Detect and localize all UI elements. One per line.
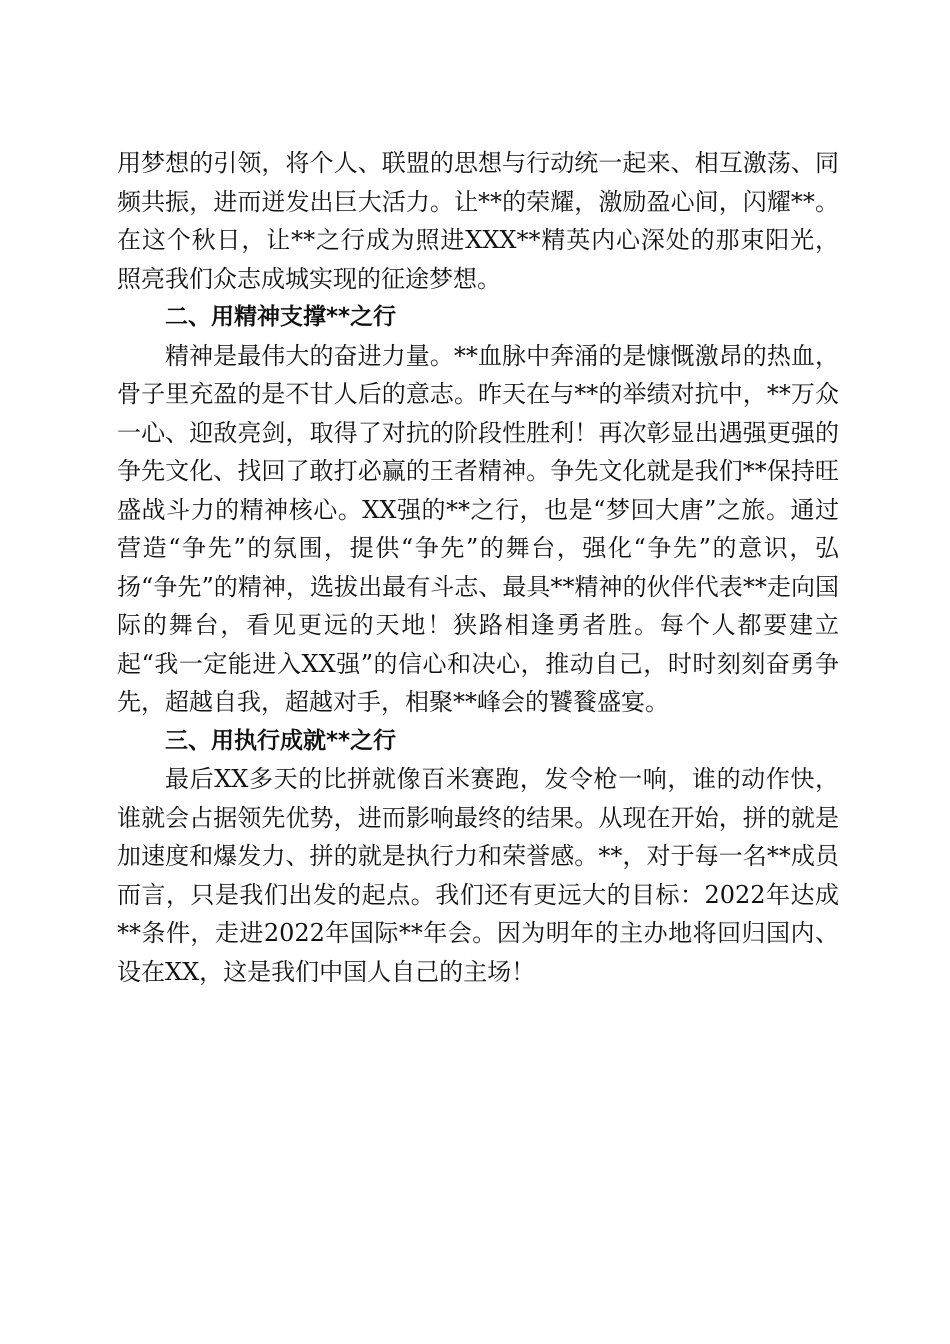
- paragraph-dream: 用梦想的引领，将个人、联盟的思想与行动统一起来、相互激荡、同频共振，进而迸发出巨大活力。让**的荣耀，激励盈心间，闪耀**。在这个秋日，让**之行成为照进XXX**精英内心深处的那束阳光，照亮我们众志成城实现的征途梦想。: [117, 149, 839, 293]
- section-heading-execution: 三、用执行成就**之行: [165, 727, 397, 754]
- section-heading-spirit: 二、用精神支撑**之行: [165, 304, 397, 330]
- paragraph-spirit: 精神是最伟大的奋进力量。**血脉中奔涌的是慷慨激昂的热血，骨子里充盈的是不甘人后的意志。昨天在与**的举绩对抗中，**万众一心、迎敌亮剑，取得了对抗的阶段性胜利！再次彰显出遇强更强的争先文化、找回了敢打必赢的王者精神。争先文化就是我们**保持旺盛战斗力的精神核心。XX强的**之行，也是“梦回大唐”之旅。通过营造“争先”的氛围，提供“争先”的舞台，强化“争先”的意识，弘扬“争先”的精神，选拔出最有斗志、最具**精神的伙伴代表**走向国际的舞台，看见更远的天地！狭路相逢勇者胜。每个人都要建立起“我一定能进入XX强”的信心和决心，推动自己，时时刻刻奋勇争先，超越自我，超越对手，相聚**峰会的饕餮盛宴。: [117, 341, 839, 716]
- document-body: [117, 144, 839, 991]
- paragraph-execution: 最后XX多天的比拼就像百米赛跑，发令枪一响，谁的动作快，谁就会占据领先优势，进而影响最终的结果。从现在开始，拼的就是加速度和爆发力、拼的就是执行力和荣誉感。**，对于每一名**成员而言，只是我们出发的起点。我们还有更远大的目标：2022年达成**条件，走进2022年国际**年会。因为明年的主办地将回归国内、设在XX，这是我们中国人自己的主场！: [117, 765, 839, 986]
